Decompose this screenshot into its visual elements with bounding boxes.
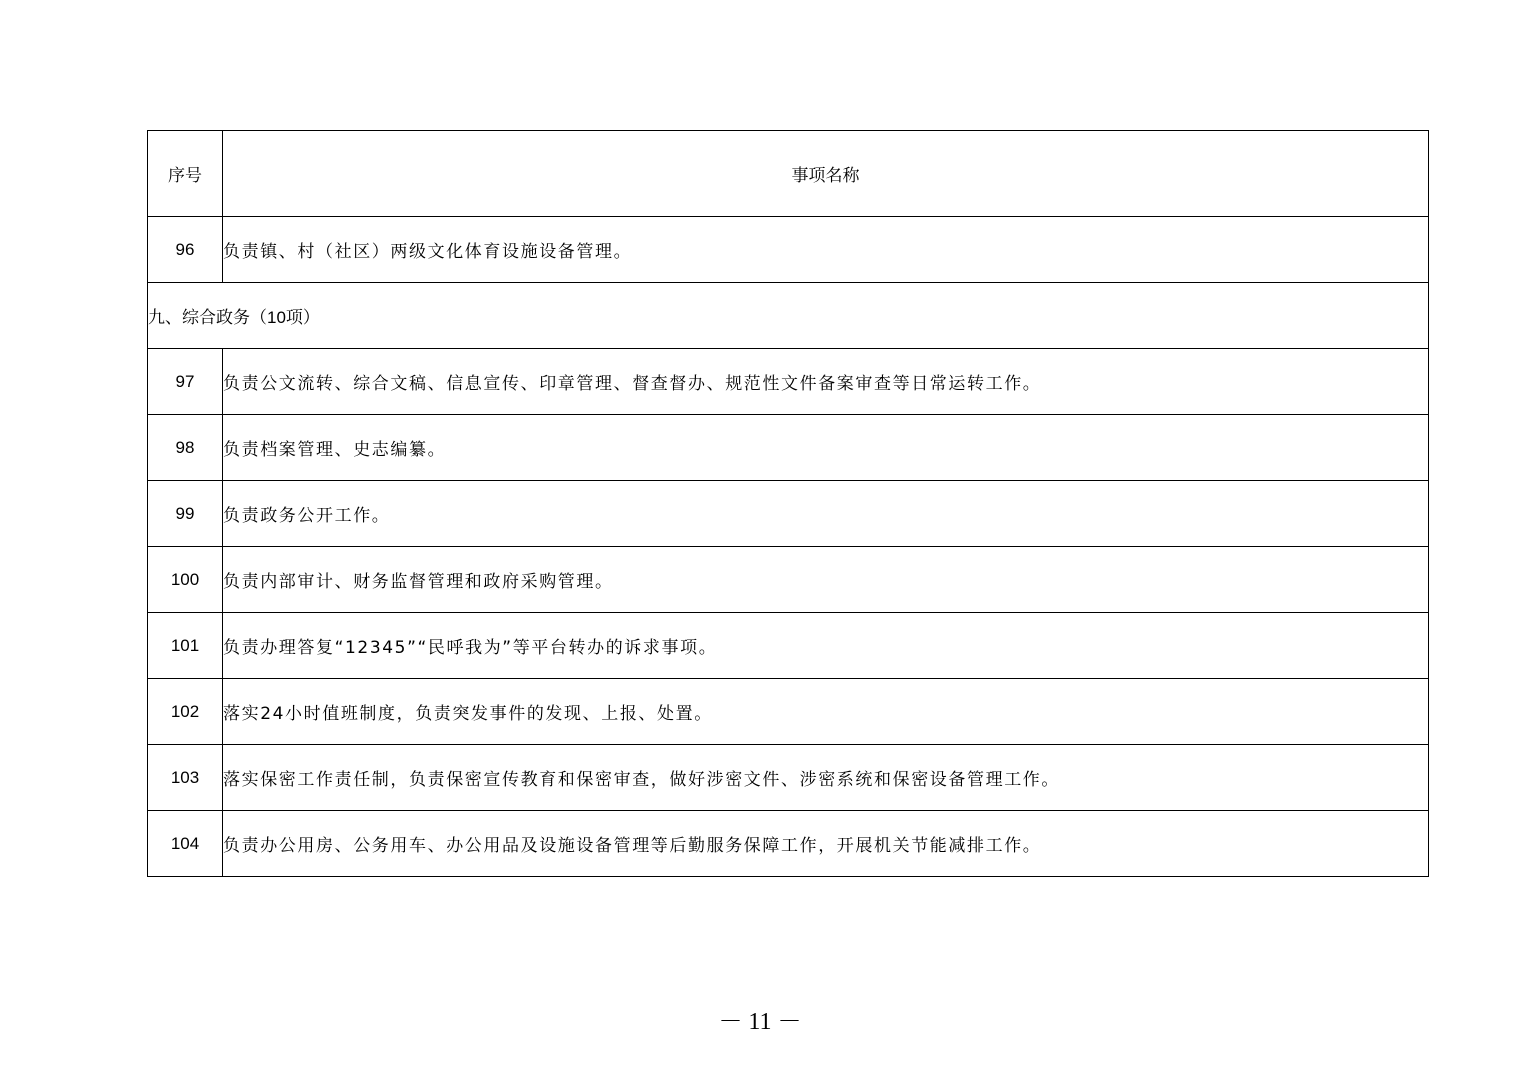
table-row	[148, 217, 1429, 283]
table-row	[148, 547, 1429, 613]
row-number: 96	[148, 217, 223, 283]
row-item-name: 负责档案管理、史志编纂。	[223, 415, 1429, 481]
column-header-item-name: 事项名称	[223, 131, 1429, 217]
table-header-row	[148, 131, 1429, 217]
table-row	[148, 349, 1429, 415]
row-number: 99	[148, 481, 223, 547]
table-row	[148, 811, 1429, 877]
row-item-name: 负责办理答复“12345”“民呼我为”等平台转办的诉求事项。	[223, 613, 1429, 679]
duty-items-table	[147, 130, 1429, 877]
row-item-name: 负责办公用房、公务用车、办公用品及设施设备管理等后勤服务保障工作，开展机关节能减排工作。	[223, 811, 1429, 877]
table-row	[148, 481, 1429, 547]
row-item-name: 落实24小时值班制度，负责突发事件的发现、上报、处置。	[223, 679, 1429, 745]
row-number: 103	[148, 745, 223, 811]
row-item-name: 负责政务公开工作。	[223, 481, 1429, 547]
column-header-number: 序号	[148, 131, 223, 217]
section-title: 九、综合政务（10项）	[148, 283, 1429, 349]
row-number: 100	[148, 547, 223, 613]
section-heading-row	[148, 283, 1429, 349]
table-row	[148, 613, 1429, 679]
row-number: 101	[148, 613, 223, 679]
row-number: 104	[148, 811, 223, 877]
table-row	[148, 679, 1429, 745]
row-number: 97	[148, 349, 223, 415]
row-item-name: 负责镇、村（社区）两级文化体育设施设备管理。	[223, 217, 1429, 283]
row-item-name: 负责内部审计、财务监督管理和政府采购管理。	[223, 547, 1429, 613]
table-row	[148, 745, 1429, 811]
row-item-name: 负责公文流转、综合文稿、信息宣传、印章管理、督查督办、规范性文件备案审查等日常运转工作。	[223, 349, 1429, 415]
table-row	[148, 415, 1429, 481]
row-item-name: 落实保密工作责任制，负责保密宣传教育和保密审查，做好涉密文件、涉密系统和保密设备管理工作。	[223, 745, 1429, 811]
row-number: 98	[148, 415, 223, 481]
row-number: 102	[148, 679, 223, 745]
page-number: － 11 －	[718, 1009, 802, 1035]
